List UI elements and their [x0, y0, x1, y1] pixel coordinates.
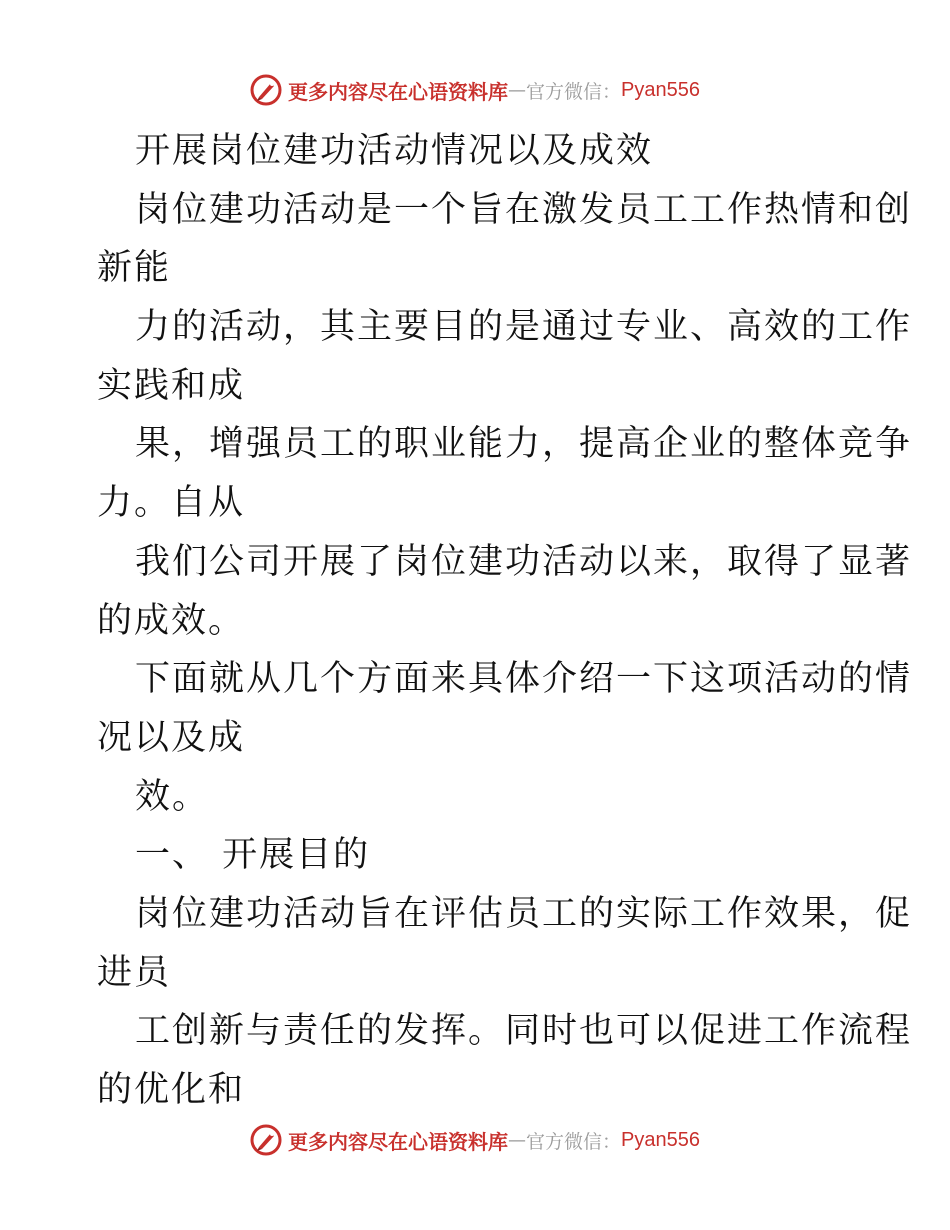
paragraph-line: 力。自从: [97, 483, 246, 524]
document-title: 开展岗位建功活动情况以及成效: [135, 131, 654, 171]
document-body: [97, 122, 913, 1120]
banner-wechat-id: Pyan556: [621, 78, 700, 101]
paragraph-line: 况以及成: [97, 717, 246, 758]
paragraph-line: 工创新与责任的发挥。同时也可以促进工作流程: [135, 1011, 913, 1052]
paragraph-line: 的成效。: [97, 600, 246, 641]
banner-wechat-label: 官方微信：: [526, 1130, 622, 1153]
banner-separator: —: [508, 1129, 526, 1151]
section-heading: 一、 开展目的: [135, 835, 371, 876]
banner-wechat-id: Pyan556: [621, 1128, 700, 1151]
banner-brand: 更多内容尽在心语资料库: [288, 79, 508, 104]
banner-separator: —: [508, 79, 526, 101]
paragraph-line: 效。: [135, 776, 210, 817]
paragraph-line: 实践和成: [97, 365, 246, 406]
paragraph-line: 力的活动，其主要目的是通过专业、高效的工作: [135, 307, 913, 348]
paragraph-line: 我们公司开展了岗位建功活动以来，取得了显著: [135, 541, 913, 582]
paragraph-line: 下面就从几个方面来具体介绍一下这项活动的情: [135, 659, 913, 700]
banner-wechat-label: 官方微信：: [526, 80, 622, 103]
header-banner: [0, 70, 950, 110]
paragraph-line: 的优化和: [97, 1070, 246, 1110]
pen-logo-icon: [250, 74, 282, 106]
paragraph-line: 新能: [97, 248, 172, 289]
paragraph-line: 岗位建功活动是一个旨在激发员工工作热情和创: [135, 189, 913, 230]
paragraph-line: 果，增强员工的职业能力，提高企业的整体竞争: [135, 424, 913, 465]
paragraph-line: 岗位建功活动旨在评估员工的实际工作效果，促: [135, 893, 913, 934]
paragraph-line: 进员: [97, 952, 172, 993]
pen-logo-icon: [250, 1124, 282, 1156]
footer-banner: [0, 1120, 950, 1160]
banner-brand: 更多内容尽在心语资料库: [288, 1129, 508, 1154]
